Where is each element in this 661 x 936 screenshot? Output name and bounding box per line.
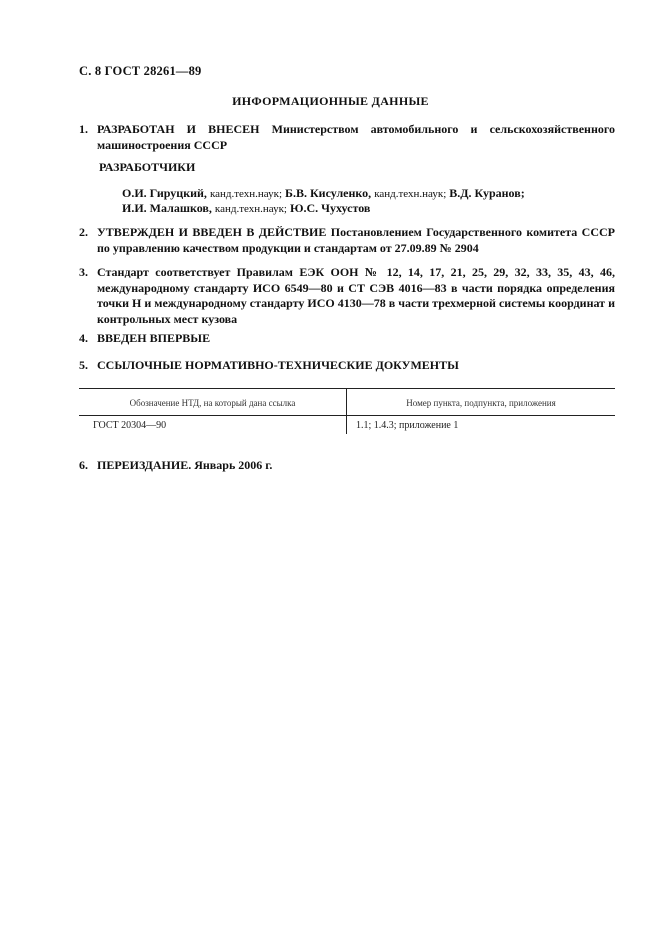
table-column-divider xyxy=(346,388,347,434)
item-lead: ССЫЛОЧНЫЕ НОРМАТИВНО-ТЕХНИЧЕСКИЕ ДОКУМЕНТЫ xyxy=(97,358,459,372)
info-item-3 xyxy=(79,265,615,327)
info-item-5 xyxy=(79,358,615,374)
item-number: 5. xyxy=(79,358,88,372)
item-number: 3. xyxy=(79,265,88,279)
item-text: Стандарт соответствует Правилам ЕЭК ООН № 12, 14, 17, 21, 25, 29, 32, 33, 35, 43, 46, международному стандарту ИСО 6549—80 и СТ СЭВ 4016—83 в части порядка определения точки Н и международному стандарту ИСО 4130—78 в части трехмерной системы координат и контрольных мест кузова xyxy=(97,265,615,326)
reference-table xyxy=(79,388,615,431)
item-lead: ПЕРЕИЗДАНИЕ. xyxy=(97,458,192,472)
developer-name: Ю.С. Чухустов xyxy=(290,201,371,215)
developers-heading: РАЗРАБОТЧИКИ xyxy=(99,160,196,174)
item-lead: ВВЕДЕН ВПЕРВЫЕ xyxy=(97,331,211,345)
section-title: ИНФОРМАЦИОННЫЕ ДАННЫЕ xyxy=(232,94,429,108)
info-item-4 xyxy=(79,331,615,347)
developer-degree: канд.техн.наук; xyxy=(374,188,447,200)
item-number: 6. xyxy=(79,458,88,472)
page-header: С. 8 ГОСТ 28261—89 xyxy=(79,64,202,78)
developer-name: Б.В. Кисуленко, xyxy=(285,186,372,200)
developer-degree: канд.техн.наук; xyxy=(209,188,283,200)
table-header-clause: Номер пункта, подпункта, приложения xyxy=(406,398,556,408)
item-lead: РАЗРАБОТАН И ВНЕСЕН xyxy=(97,122,260,136)
table-cell-designation: ГОСТ 20304—90 xyxy=(93,420,167,431)
developers-line-2 xyxy=(122,201,370,217)
item-number: 1. xyxy=(79,122,88,136)
table-header-designation: Обозначение НТД, на который дана ссылка xyxy=(129,398,296,408)
item-text: Министерством автомобильного и сельскохозяйственного машиностроения СССР xyxy=(97,122,616,152)
table-cell-clause: 1.1; 1.4.3; приложение 1 xyxy=(356,420,459,431)
item-number: 4. xyxy=(79,331,88,345)
developer-name: И.И. Малашков, xyxy=(122,201,212,215)
item-text: Январь 2006 г. xyxy=(194,458,273,472)
table-top-rule xyxy=(79,388,615,389)
developer-name: В.Д. Куранов; xyxy=(449,186,525,200)
item-number: 2. xyxy=(79,225,88,239)
table-header-rule xyxy=(79,415,615,416)
developer-degree: канд.техн.наук; xyxy=(214,203,287,215)
info-item-1 xyxy=(79,122,615,153)
info-item-6 xyxy=(79,458,615,474)
developers-line-1 xyxy=(122,186,525,202)
info-item-2 xyxy=(79,225,615,256)
item-text: Постановлением Государственного комитета СССР по управлению качеством продукции и стандартам от 27.09.89 № 2904 xyxy=(97,225,615,255)
item-lead: УТВЕРЖДЕН И ВВЕДЕН В ДЕЙСТВИЕ xyxy=(97,225,327,239)
developer-name: О.И. Гируцкий, xyxy=(122,186,207,200)
